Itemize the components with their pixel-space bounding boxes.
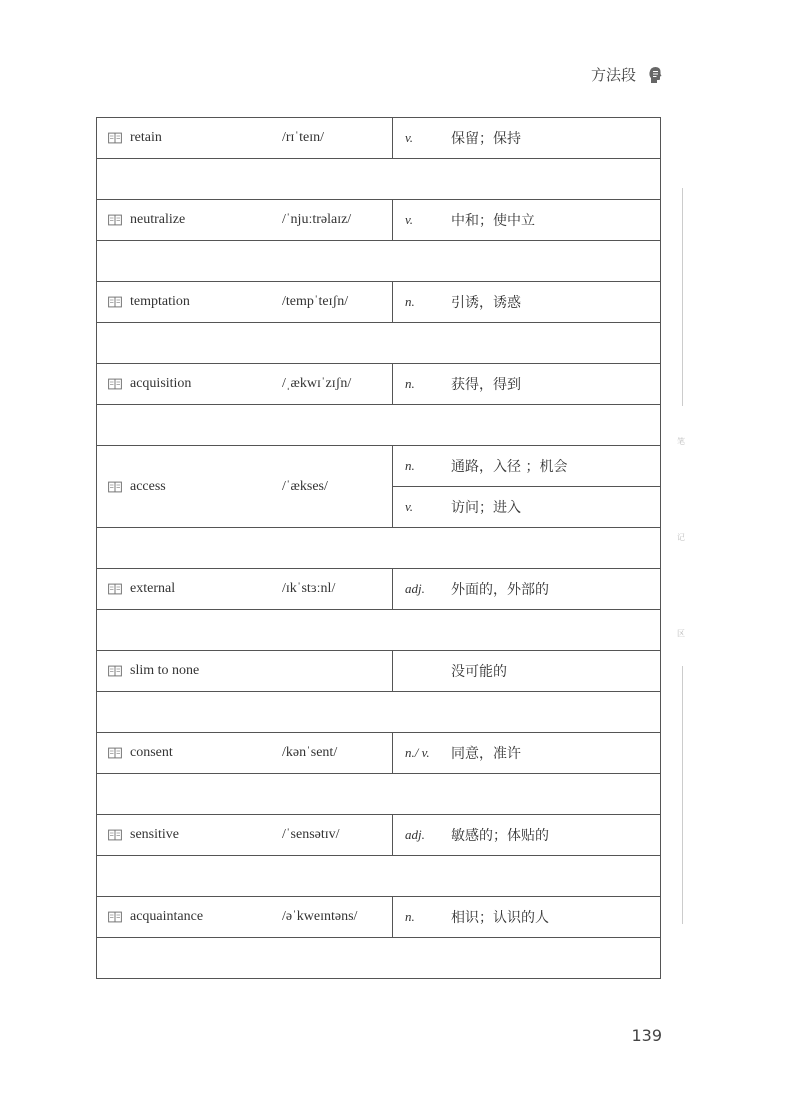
- side-label-char: 记: [677, 533, 685, 542]
- word-text: acquisition: [130, 376, 192, 391]
- page-header: [591, 64, 662, 85]
- definition-cell: [393, 897, 661, 938]
- word-cell: [97, 282, 393, 323]
- definition-cell: [393, 487, 661, 528]
- book-icon: [108, 133, 122, 144]
- part-of-speech: n.: [405, 376, 415, 391]
- note-space[interactable]: [97, 405, 661, 446]
- note-row: [97, 323, 661, 364]
- note-space[interactable]: [97, 323, 661, 364]
- vocabulary-table: [96, 117, 661, 979]
- part-of-speech: n.: [405, 458, 415, 473]
- word-cell: [97, 200, 393, 241]
- definition-cell: [393, 569, 661, 610]
- vocab-row: [97, 200, 661, 241]
- vocab-row: [97, 364, 661, 405]
- meaning-text: 外面的，外部的: [451, 582, 549, 598]
- word-cell: [97, 446, 393, 528]
- part-of-speech: adj.: [405, 581, 425, 596]
- note-space[interactable]: [97, 774, 661, 815]
- definition-cell: [393, 446, 661, 487]
- meaning-text: 通路，入径 ；机会: [451, 459, 568, 475]
- meaning-text: 没可能的: [451, 664, 507, 680]
- side-label-char: 区: [677, 629, 685, 638]
- word-text: access: [130, 478, 166, 494]
- section-title: 方法段: [590, 66, 636, 84]
- word-cell: [97, 569, 393, 610]
- word-text: neutralize: [130, 212, 186, 227]
- meaning-text: 敏感的；体贴的: [451, 828, 549, 844]
- book-icon: [108, 215, 122, 226]
- book-icon: [108, 912, 122, 923]
- note-row: [97, 241, 661, 282]
- word-cell: [97, 651, 393, 692]
- vocab-row: [97, 897, 661, 938]
- definition-cell: [393, 815, 661, 856]
- vocab-row: [97, 815, 661, 856]
- book-icon: [108, 297, 122, 308]
- head-profile-icon: [648, 66, 662, 84]
- vocab-row: [97, 118, 661, 159]
- note-space[interactable]: [97, 610, 661, 651]
- word-text: external: [130, 581, 176, 596]
- phonetic-text: /tempˈteɪʃn/: [282, 294, 349, 309]
- book-icon: [108, 481, 122, 492]
- note-row: [97, 856, 661, 897]
- note-row: [97, 774, 661, 815]
- book-icon: [108, 379, 122, 390]
- part-of-speech: v.: [405, 499, 414, 514]
- phonetic-text: /əˈkweɪntəns/: [282, 909, 358, 924]
- meaning-text: 获得，得到: [451, 377, 521, 393]
- note-space[interactable]: [97, 856, 661, 897]
- vocab-row: [97, 733, 661, 774]
- phonetic-text: /ˈsensətɪv/: [282, 827, 340, 842]
- note-row: [97, 159, 661, 200]
- word-cell: [97, 897, 393, 938]
- part-of-speech: n.: [405, 294, 415, 309]
- side-label-char: 笔: [677, 437, 685, 446]
- meaning-text: 中和；使中立: [451, 213, 535, 229]
- note-space[interactable]: [97, 692, 661, 733]
- phonetic-text: /rɪˈteɪn/: [282, 130, 324, 145]
- part-of-speech: v.: [405, 212, 414, 227]
- note-space[interactable]: [97, 159, 661, 200]
- word-text: retain: [130, 130, 162, 145]
- phonetic-text: /ˈnjuːtrəlaɪz/: [282, 212, 352, 227]
- note-space[interactable]: [97, 528, 661, 569]
- part-of-speech: adj.: [405, 827, 425, 842]
- meaning-text: 访问；进入: [451, 500, 521, 516]
- meaning-text: 引诱，诱惑: [451, 295, 521, 311]
- word-text: sensitive: [130, 827, 179, 842]
- note-space[interactable]: [97, 241, 661, 282]
- word-cell: [97, 815, 393, 856]
- vocab-row: [97, 651, 661, 692]
- note-row: [97, 938, 661, 979]
- meaning-text: 同意，准许: [451, 746, 521, 762]
- phonetic-text: /ˈækses/: [282, 478, 328, 494]
- meaning-text: 相识；认识的人: [451, 910, 549, 926]
- phonetic-text: /kənˈsent/: [282, 745, 338, 760]
- part-of-speech: v.: [405, 130, 414, 145]
- part-of-speech: n.: [405, 909, 415, 924]
- vocab-row: [97, 282, 661, 323]
- vocab-row: [97, 569, 661, 610]
- definition-cell: [393, 118, 661, 159]
- definition-cell: [393, 282, 661, 323]
- word-text: temptation: [130, 294, 190, 309]
- definition-cell: [393, 651, 661, 692]
- word-text: slim to none: [130, 663, 200, 678]
- page-number: 139: [631, 1026, 662, 1045]
- book-icon: [108, 584, 122, 595]
- definition-cell: [393, 200, 661, 241]
- vocab-row: [97, 446, 661, 487]
- book-icon: [108, 748, 122, 759]
- note-row: [97, 692, 661, 733]
- word-cell: [97, 364, 393, 405]
- notes-divider-top: [682, 188, 683, 406]
- note-row: [97, 610, 661, 651]
- phonetic-text: /ˌækwɪˈzɪʃn/: [282, 376, 352, 391]
- definition-cell: [393, 364, 661, 405]
- word-cell: [97, 118, 393, 159]
- note-row: [97, 528, 661, 569]
- word-text: acquaintance: [130, 909, 204, 924]
- word-text: consent: [130, 745, 173, 760]
- note-space[interactable]: [97, 938, 661, 979]
- book-icon: [108, 666, 122, 677]
- meaning-text: 保留；保持: [451, 131, 521, 147]
- word-cell: [97, 733, 393, 774]
- note-row: [97, 405, 661, 446]
- phonetic-text: /ɪkˈstɜːnl/: [282, 581, 336, 596]
- notes-divider-bottom: [682, 666, 683, 924]
- part-of-speech: n./ v.: [405, 745, 430, 760]
- definition-cell: [393, 733, 661, 774]
- book-icon: [108, 830, 122, 841]
